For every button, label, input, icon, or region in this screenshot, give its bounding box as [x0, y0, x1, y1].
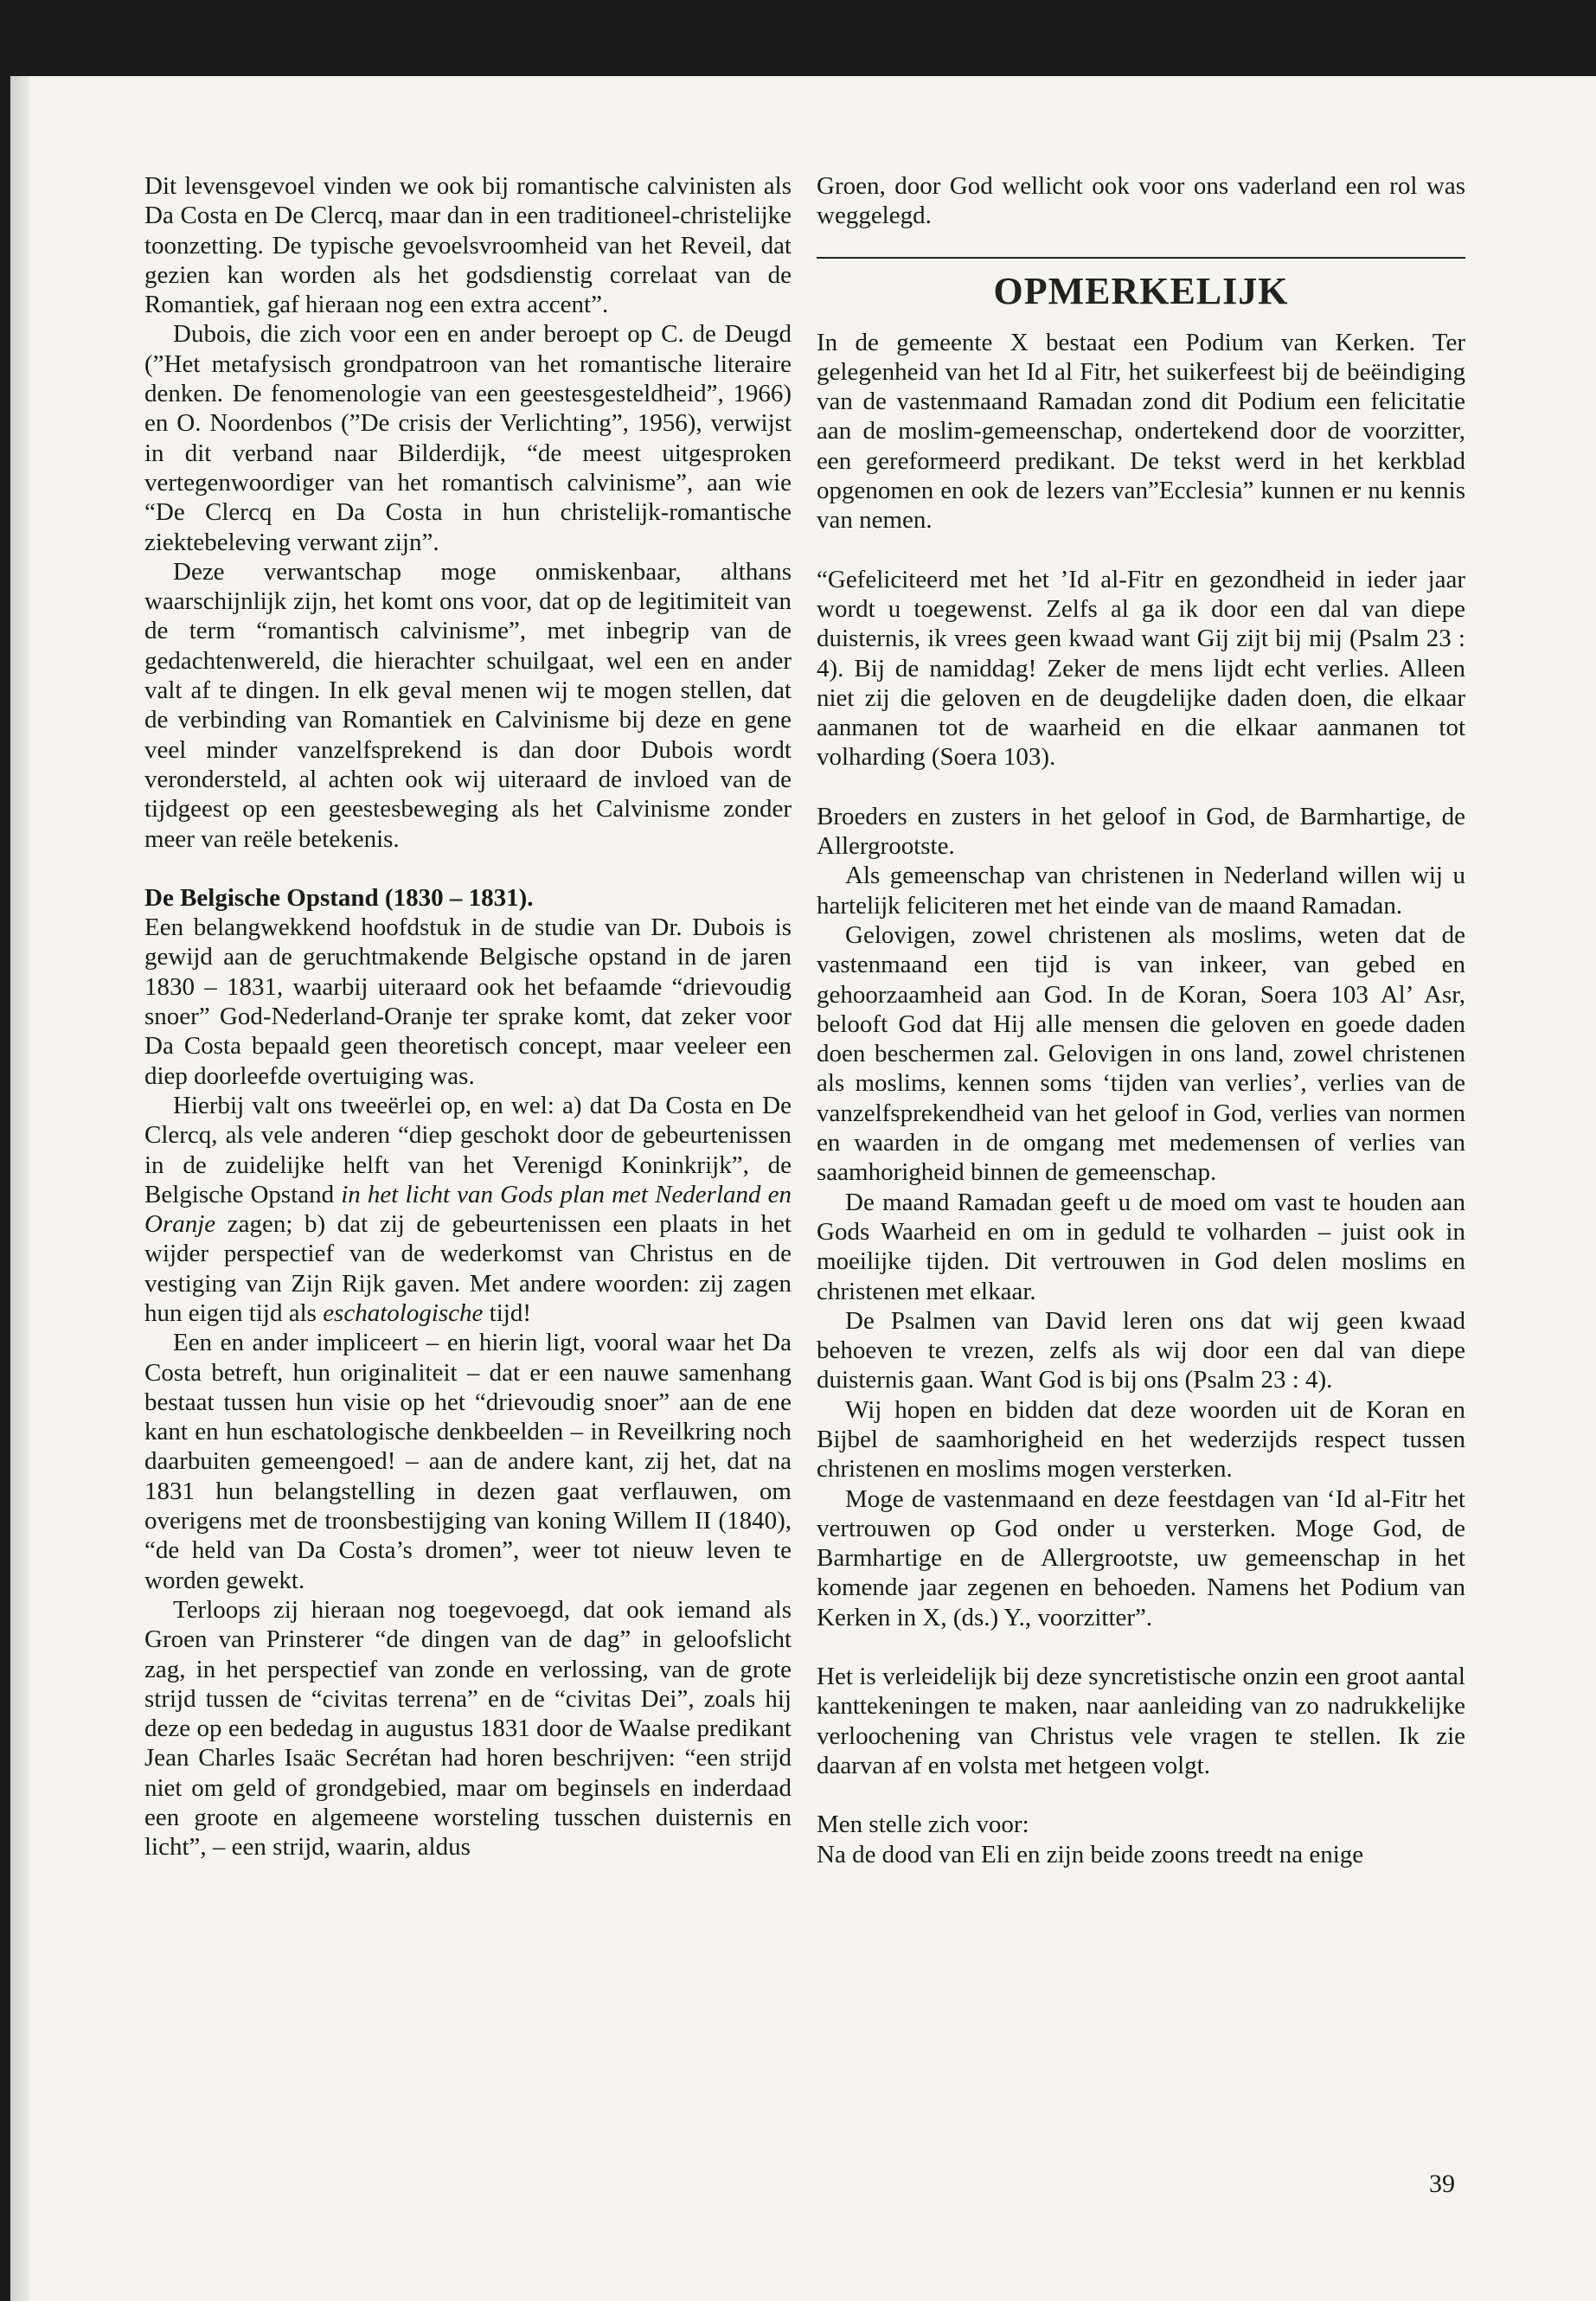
italic-phrase: in het licht van Gods plan met Nederland en Oranje	[144, 1180, 792, 1239]
paragraph: Het is verleidelijk bij deze syncretistische onzin een groot aantal kanttekeningen te maken, naar aanleiding van zo nadrukkelijke verloochening van Christus vele vragen te stellen. Ik zie daarvan af en volsta met hetgeen volgt.	[817, 1663, 1465, 1779]
quote-paragraph: Wij hopen en bidden dat deze woorden uit de Koran en Bijbel de saamhorigheid en het wederzijds respect tussen christenen en moslims mogen versterken.	[817, 1395, 1465, 1484]
section-heading: De Belgische Opstand (1830 – 1831).	[144, 883, 534, 912]
paragraph: Een belangwekkend hoofdstuk in de studie van Dr. Dubois is gewijd aan de geruchtmakende Belgische opstand in de jaren 1830 – 1831, waarbij uiteraard ook het befaamde “drievoudig snoer” God-Nederland-Oranje ter sprake komt, dat zeker voor Da Costa bepaald geen theoretisch concept, maar veeleer een diep doorleefde overtuiging was.	[144, 913, 792, 1090]
quote-paragraph: “Gefeliciteerd met het ’Id al-Fitr en gezondheid in ieder jaar wordt u toegewenst. Zelfs al ga ik door een dal van diepe duisternis, ik vrees geen kwaad want Gij zijt bij mij (Psalm 23 : 4). Bij de namiddag! Zeker de mens lijdt echt verlies. Alleen niet zij die geloven en de deugdelijke daden doen, die elkaar aanmanen tot de waarheid en die elkaar aanmanen tot volharding (Soera 103).	[817, 565, 1465, 772]
left-column	[144, 171, 792, 1862]
paragraph: Dubois, die zich voor een en ander beroept op C. de Deugd (”Het metafysisch grondpatroon van het romantische literaire denken. De fenomenologie van een geestesgesteldheid”, 1966) en O. Noordenbos (”De crisis der Verlichting”, 1956), verwijst in dit verband naar Bilderdijk, “de meest uitgesproken vertegenwoordiger van het romantisch calvinisme”, aan wie “De Clercq en Da Costa in hun christelijk-romantische ziektebeleving verwant zijn”.	[144, 320, 792, 556]
right-column	[817, 171, 1465, 1869]
quote-paragraph: De maand Ramadan geeft u de moed om vast te houden aan Gods Waarheid en om in geduld te volharden – juist ook in moeilijke tijden. Dit vertrouwen in God delen moslims en christenen met elkaar.	[817, 1188, 1465, 1305]
section-banner: OPMERKELIJK	[993, 269, 1289, 312]
quote-paragraph: Gelovigen, zowel christenen als moslims, weten dat de vastenmaand een tijd is van inkeer, van gebed en gehoorzaamheid aan God. In de Koran, Soera 103 Al’ Asr, belooft God dat Hij alle mensen die geloven en goede daden doen beschermen zal. Gelovigen in ons land, zowel christenen als moslims, kennen soms ‘tijden van verlies’, verlies van de vanzelfsprekendheid van het geloof in God, verlies van normen en waarden in de omgang met medemensen of verlies van saamhorigheid binnen de gemeenschap.	[817, 920, 1465, 1187]
paragraph: Een en ander impliceert – en hierin ligt, vooral waar het Da Costa betreft, hun originaliteit – dat er een nauwe samenhang bestaat tussen hun visie op het “drievoudig snoer” aan de ene kant en hun eschatologische denkbeelden – in Reveilkring noch daarbuiten gemeengoed! – aan de andere kant, zij het, dat na 1831 hun belangstelling in dezen gaat verflauwen, om overigens met de troonsbestijging van koning Willem II (1840), “de held van Da Costa’s dromen”, weer tot nieuw leven te worden gewekt.	[144, 1329, 792, 1594]
page-number: 39	[1429, 2170, 1455, 2198]
paragraph: Na de dood van Eli en zijn beide zoons treedt na enige	[817, 1840, 1364, 1868]
page-binding-edge	[10, 76, 29, 2301]
quote-paragraph: Moge de vastenmaand en deze feestdagen van ‘Id al-Fitr het vertrouwen op God onder u versterken. Moge God, de Barmhartige en de Allergrootste, uw gemeenschap in het komende jaar zegenen en behoeden. Namens het Podium van Kerken in X, (ds.) Y., voorzitter”.	[817, 1484, 1465, 1631]
paragraph: Groen, door God wellicht ook voor ons vaderland een rol was weggelegd.	[817, 172, 1465, 230]
divider-rule	[817, 257, 1465, 259]
paragraph: Deze verwantschap moge onmiskenbaar, althans waarschijnlijk zijn, het komt ons voor, dat op de legitimiteit van de term “romantisch calvinisme”, met inbegrip van de gedachtenwereld, die hierachter schuilgaat, wel een en ander valt af te dingen. In elk geval menen wij te mogen stellen, dat de verbinding van Romantiek en Calvinisme bij deze en gene veel minder vanzelfsprekend is dan door Dubois wordt verondersteld, al achten ook wij uiteraard de invloed van de tijdgeest op een geestesbeweging als het Calvinisme zonder meer van reële betekenis.	[144, 557, 792, 853]
paragraph: Men stelle zich voor:	[817, 1811, 1029, 1839]
paragraph: Hierbij valt ons tweeërlei op, en wel: a) dat Da Costa en De Clercq, als vele anderen “diep geschokt door de gebeurtenissen in de zuidelijke helft van het Verenigd Koninkrijk”, de Belgische Opstand in het licht van Gods plan met Nederland en Oranje zagen; b) dat zij de gebeurtenissen een plaats in het wijder perspectief van de wederkomst van Christus en de vestiging van Zijn Rijk gaven. Met andere woorden: zij zagen hun eigen tijd als eschatologische tijd!	[144, 1091, 792, 1327]
italic-phrase: eschatologische	[323, 1298, 484, 1327]
paragraph: In de gemeente X bestaat een Podium van Kerken. Ter gelegenheid van het Id al Fitr, het suikerfeest bij de beëindiging van de vastenmaand Ramadan zond dit Podium een felicitatie aan de moslim-gemeenschap, ondertekend door de voorzitter, een gereformeerd predikant. De tekst werd in het kerkblad opgenomen en ook de lezers van”Ecclesia” kunnen er nu kennis van nemen.	[817, 328, 1465, 535]
paragraph: Terloops zij hieraan nog toegevoegd, dat ook iemand als Groen van Prinsterer “de dingen van de dag” in geloofslicht zag, in het perspectief van zonde en verlossing, van de grote strijd tussen de “civitas terrena” en de “civitas Dei”, zoals hij deze op een bededag in augustus 1831 door de Waalse predikant Jean Charles Isaäc Secrétan had horen beschrijven: “een strijd niet om geld of grondgebied, maar om beginsels en inderdaad een groote en algemeene worsteling tusschen duisternis en licht”, – een strijd, waarin, aldus	[144, 1595, 792, 1862]
paragraph: Dit levensgevoel vinden we ook bij romantische calvinisten als Da Costa en De Clercq, maar dan in een traditioneel-christelijke toonzetting. De typische gevoelsvroomheid van het Reveil, dat gezien kan worden als het godsdienstig correlaat van de Romantiek, gaf hieraan nog een extra accent”.	[144, 172, 792, 319]
quote-paragraph: De Psalmen van David leren ons dat wij geen kwaad behoeven te vrezen, zelfs als wij door een dal van diepe duisternis gaan. Want God is bij ons (Psalm 23 : 4).	[817, 1306, 1465, 1394]
magazine-page	[10, 76, 1596, 2301]
quote-paragraph: Als gemeenschap van christenen in Nederland willen wij u hartelijk feliciteren met het einde van de maand Ramadan.	[817, 862, 1465, 920]
quote-paragraph: Broeders en zusters in het geloof in God, de Barmhartige, de Allergrootste.	[817, 802, 1465, 861]
